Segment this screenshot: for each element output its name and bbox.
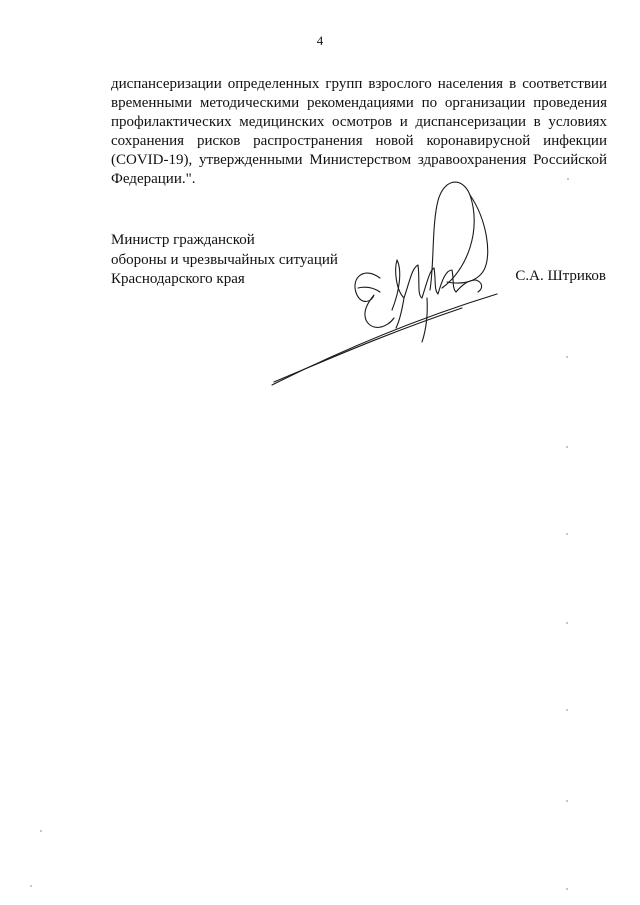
signer-title-line: Министр гражданской (111, 232, 255, 248)
scan-speck (566, 888, 568, 890)
scan-speck (40, 830, 42, 832)
handwritten-signature (262, 170, 512, 395)
signer-title-line: Краснодарского края (111, 271, 245, 287)
scan-speck (566, 356, 568, 358)
body-line: Федерации.". (111, 171, 196, 187)
body-line: диспансеризации определенных групп взрослого населения в соответствии (111, 76, 607, 92)
scan-speck (566, 622, 568, 624)
scan-speck (30, 885, 32, 887)
scan-speck (567, 178, 569, 180)
scan-speck (566, 709, 568, 711)
page-number: 4 (316, 33, 324, 48)
scan-speck (566, 800, 568, 802)
scan-speck (566, 533, 568, 535)
body-line: временными методическими рекомендациями по организации проведения (111, 95, 607, 111)
scan-speck (566, 446, 568, 448)
signer-name: С.А. Штриков (515, 268, 606, 284)
signer-title-line: обороны и чрезвычайных ситуаций (111, 251, 338, 268)
body-line: сохранения рисков распространения новой коронавирусной инфекции (111, 133, 607, 149)
body-line: (COVID-19), утвержденными Министерством здравоохранения Российской (111, 152, 607, 168)
body-line: профилактических медицинских осмотров и диспансеризации в условиях (111, 114, 607, 130)
